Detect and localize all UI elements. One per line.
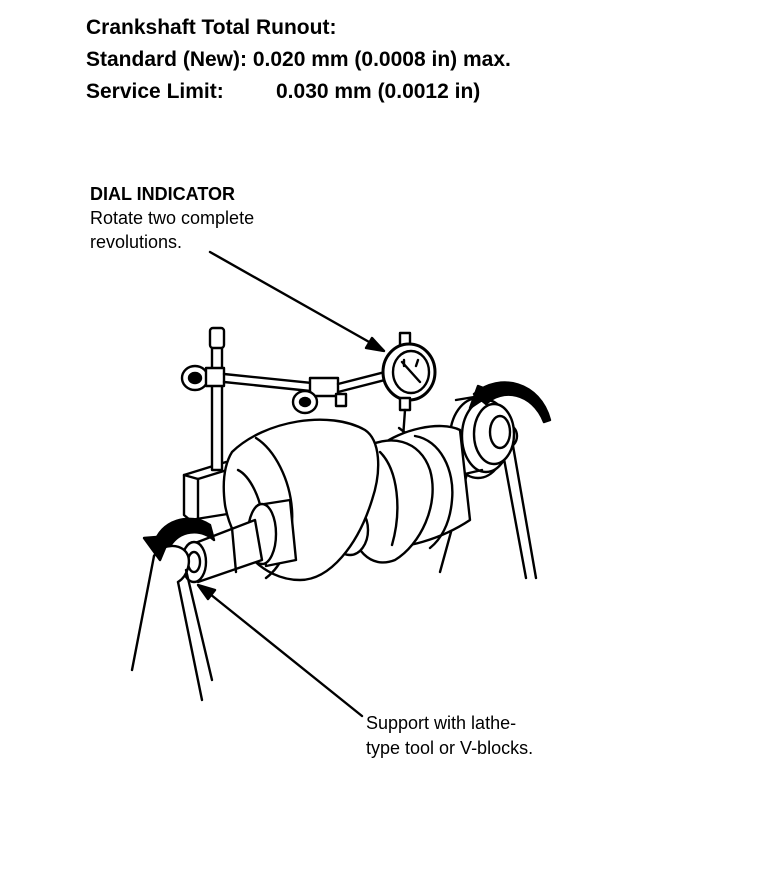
dial-indicator-note-line2: revolutions.	[90, 232, 183, 252]
support-note-line2: type tool or V-blocks.	[366, 738, 534, 758]
dial-indicator	[383, 333, 435, 438]
support-leader-arrow	[198, 585, 362, 716]
dial-indicator-note-line1: Rotate two complete	[90, 208, 255, 228]
spec-standard-label: Standard (New):	[86, 48, 248, 71]
crankshaft	[182, 420, 470, 582]
spec-standard-value: 0.020 mm (0.0008 in) max.	[252, 48, 511, 71]
spec-title: Crankshaft Total Runout:	[86, 16, 337, 39]
dial-indicator-title: DIAL INDICATOR	[90, 184, 236, 204]
spec-limit-value: 0.030 mm (0.0012 in)	[276, 80, 481, 103]
dial-leader-arrow	[210, 252, 384, 351]
spec-limit-label: Service Limit:	[86, 80, 224, 103]
support-note-line1: Support with lathe-	[366, 713, 517, 733]
